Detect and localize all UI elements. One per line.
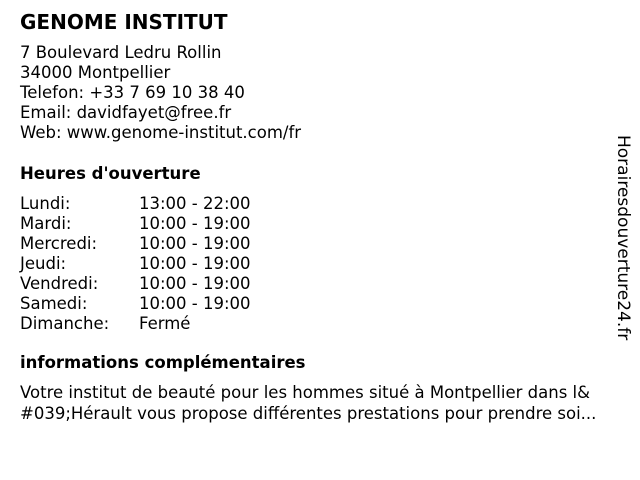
hours-row-samedi [20, 294, 251, 314]
day-label: Jeudi: [20, 254, 67, 273]
day-hours: 10:00 - 19:00 [139, 234, 251, 253]
hours-row-jeudi [20, 254, 251, 274]
website-address: Web: www.genome-institut.com/fr [20, 123, 302, 142]
day-hours: 10:00 - 19:00 [139, 294, 251, 313]
address-line-street: 7 Boulevard Ledru Rollin [20, 43, 222, 62]
hours-row-mercredi [20, 234, 251, 254]
opening-hours-table [20, 194, 251, 334]
additional-info-heading: informations complémentaires [20, 353, 306, 372]
day-hours: Fermé [139, 314, 191, 333]
day-label: Mercredi: [20, 234, 98, 253]
hours-row-vendredi [20, 274, 251, 294]
day-label: Dimanche: [20, 314, 110, 333]
day-hours: 10:00 - 19:00 [139, 274, 251, 293]
day-hours: 10:00 - 19:00 [139, 254, 251, 273]
business-description [20, 382, 632, 424]
hours-row-dimanche [20, 314, 251, 334]
day-label: Lundi: [20, 194, 71, 213]
day-hours: 10:00 - 19:00 [139, 214, 251, 233]
day-hours: 13:00 - 22:00 [139, 194, 251, 213]
address-line-city: 34000 Montpellier [20, 63, 171, 82]
contact-block [20, 43, 301, 143]
hours-row-lundi [20, 194, 251, 214]
day-label: Samedi: [20, 294, 88, 313]
site-watermark [612, 135, 636, 347]
day-label: Mardi: [20, 214, 72, 233]
day-label: Vendredi: [20, 274, 99, 293]
site-watermark-text: Horairesdouverture24.fr [613, 135, 633, 341]
email-address: Email: davidfayet@free.fr [20, 103, 232, 122]
opening-hours-heading: Heures d'ouverture [20, 164, 201, 183]
business-name: GENOME INSTITUT [20, 10, 228, 34]
description-line: #039;Hérault vous propose différentes prestations pour prendre soi... [20, 404, 597, 423]
phone-number: Telefon: +33 7 69 10 38 40 [20, 83, 245, 102]
hours-row-mardi [20, 214, 251, 234]
description-line: Votre institut de beauté pour les hommes situé à Montpellier dans l& [20, 383, 590, 402]
